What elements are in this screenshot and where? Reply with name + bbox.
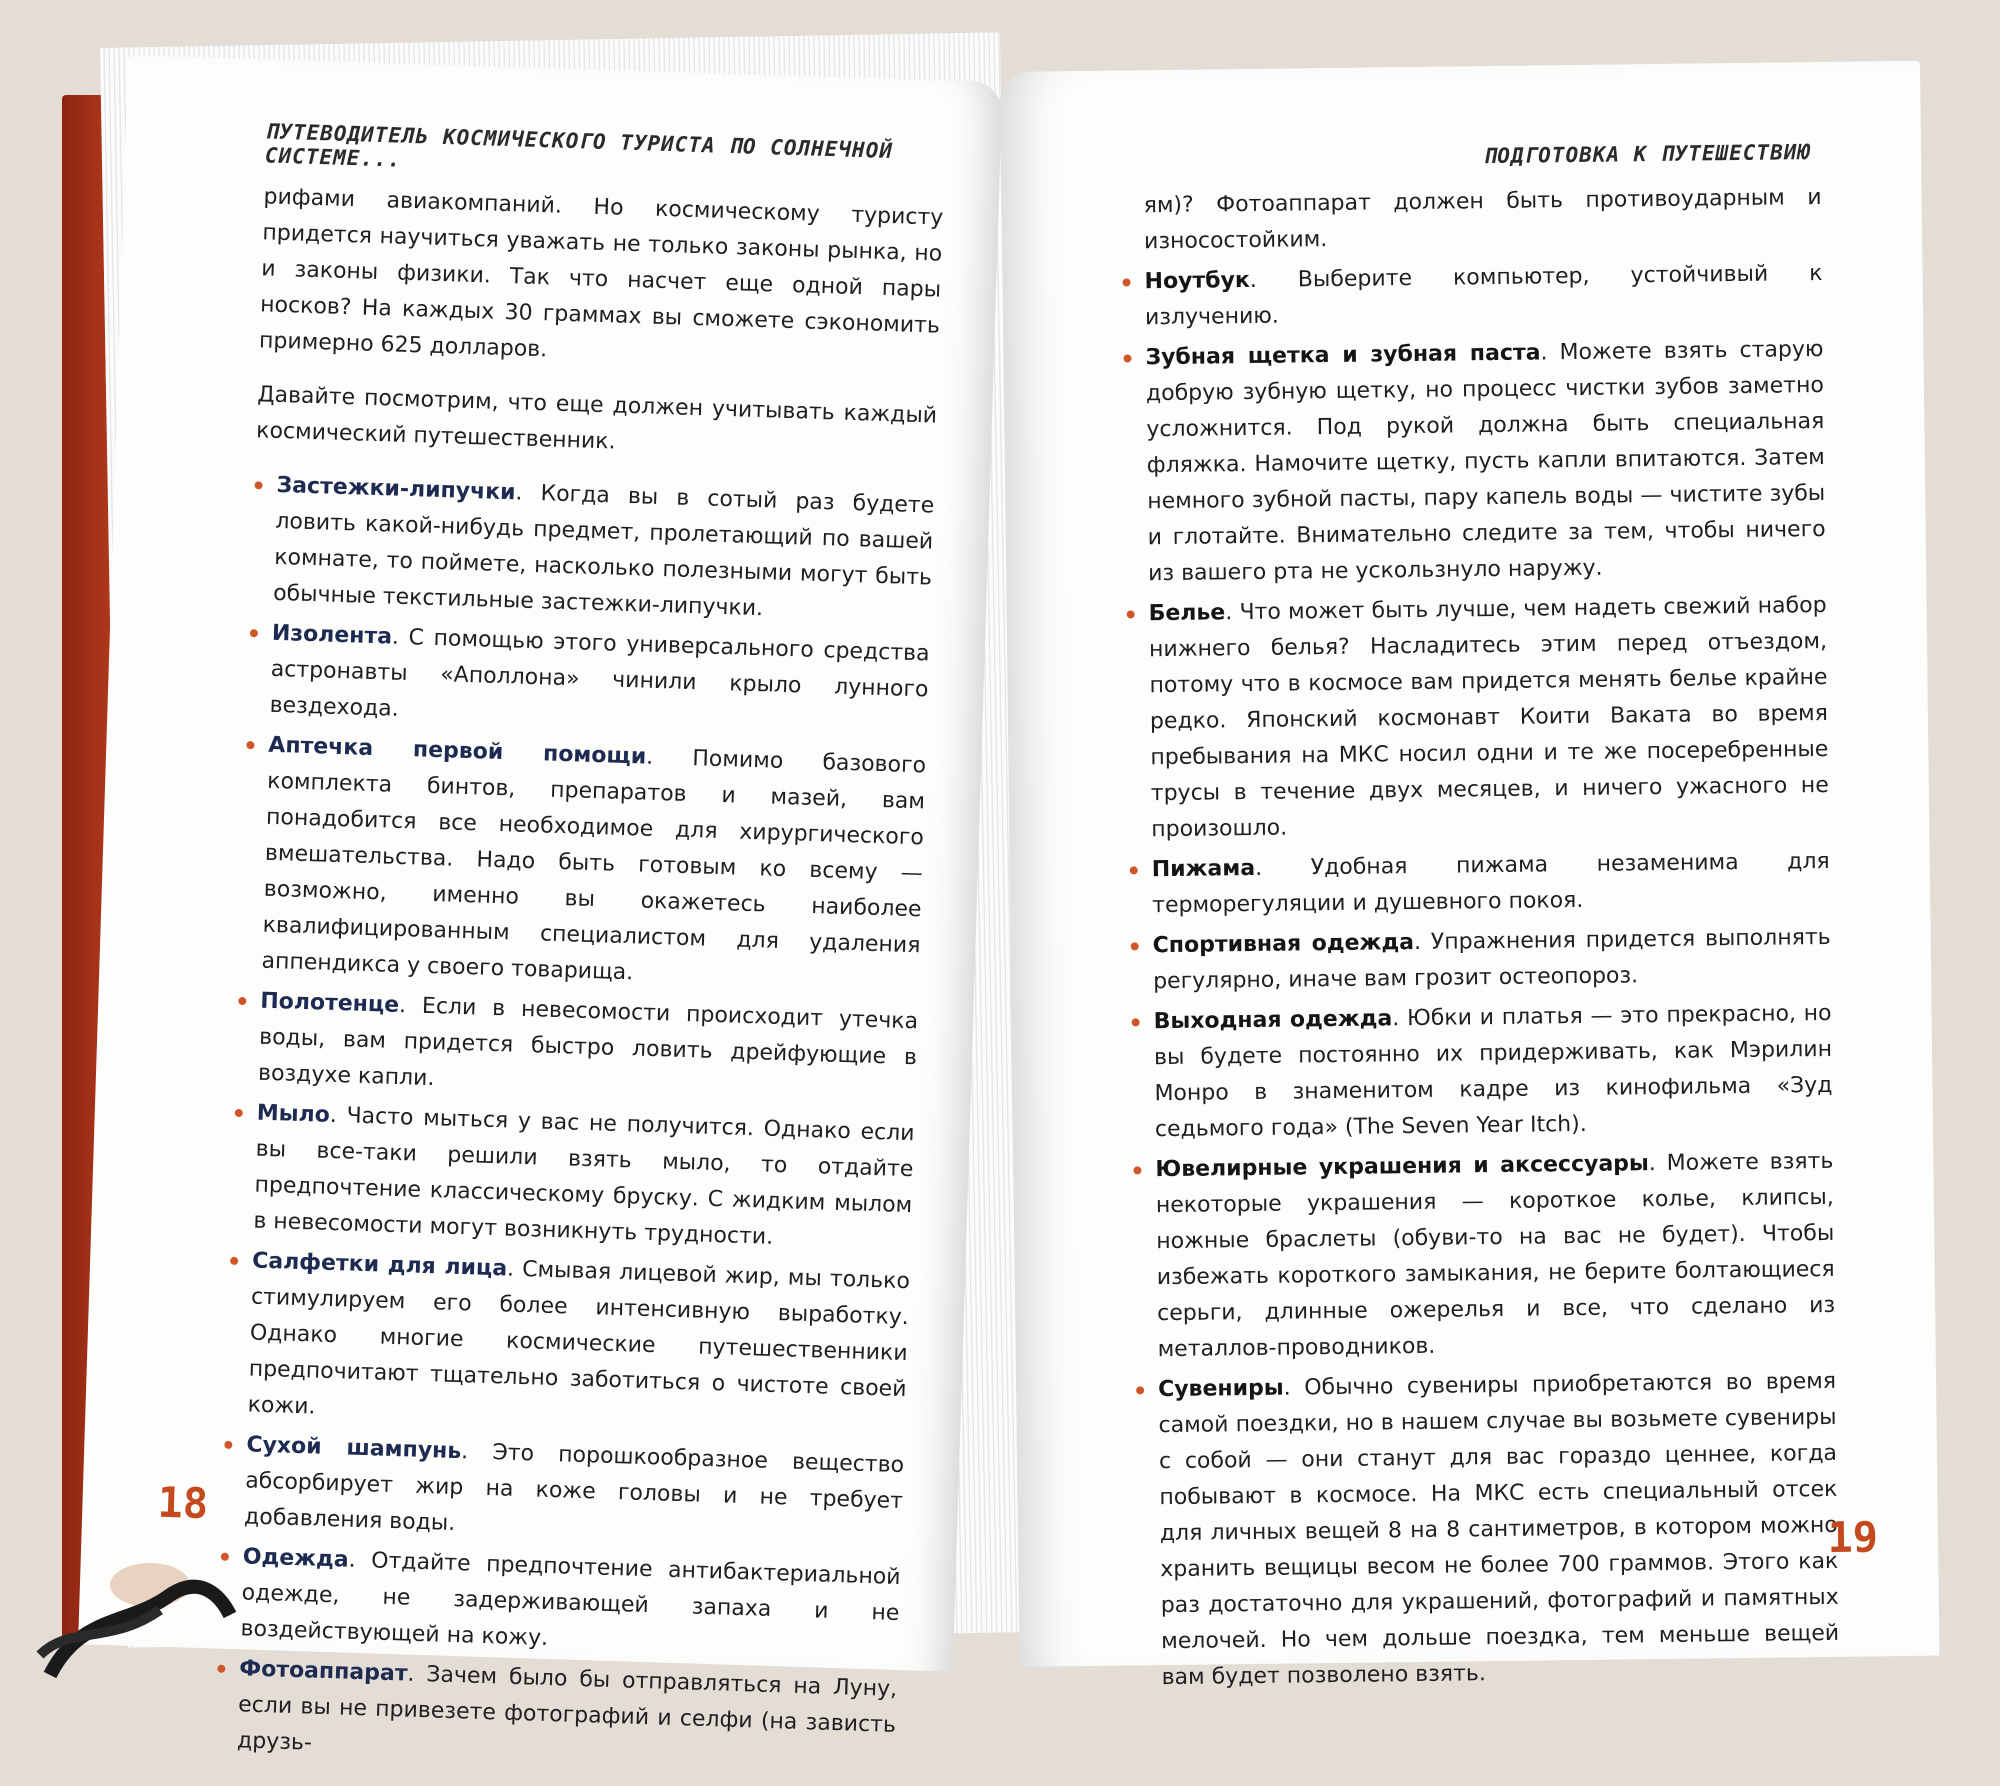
item-text: . Можете взять некоторые украшения — короткое колье, клипсы, ножные браслеты (обуви-то на вас не будет). Чтобы избежать короткого замыкания, не берите болтающиеся серьги, длинные ожерелья и все, что сделано из металлов-проводников. xyxy=(1155,1148,1836,1363)
item-text: . Часто мыться у вас не получится. Однако если вы все-таки решили взять мыло, то отдайте предпочтение классическому бруску. С жидким мылом в невесомости могут возникнуть трудности. xyxy=(253,1102,915,1250)
list-item xyxy=(1130,920,1831,1001)
item-term: Ноутбук xyxy=(1144,267,1250,295)
item-text: . Упражнения придется выполнять регулярно, иначе вам грозит остеопороз. xyxy=(1152,924,1831,995)
intro-paragraph: рифами авиакомпаний. Но космическому туристу придется научиться уважать не только законы рынка, но и законы физики. Так что насчет еще одной пары носков? На каждых 30 граммах вы сможете сэкономить примерно 625 долларов. xyxy=(258,184,944,363)
item-term: Салфетки для лица xyxy=(251,1248,508,1282)
list-item xyxy=(247,615,930,744)
item-text: . Обычно сувениры приобретаются во время самой поездки, но в нашем случае вы возьмете сувениры с собой — они станут для вас гораздо ценнее, когда побывают в космосе. На МКС есть специальный отсек для личных вещей 8 на 8 сантиметров, в котором можно хранить вещицы весом не более 700 граммов. Этого как раз достаточно для украшений, фотографий и памятных мелочей. Но чем дольше поездка, тем меньше вещей вам будет позволено взять. xyxy=(1158,1368,1840,1691)
item-term: Изолента xyxy=(271,620,393,650)
bullet-icon xyxy=(238,997,246,1005)
item-text: . Если в невесомости происходит утечка воды, вам придется быстро ловить дрейфующие в воздухе капли. xyxy=(257,992,919,1092)
list-item xyxy=(239,727,927,1000)
item-term: Застежки-липучки xyxy=(276,472,516,506)
item-text: . Удобная пижама незаменима для терморегуляции и душевного покоя. xyxy=(1152,848,1830,919)
item-term: Спортивная одежда xyxy=(1152,930,1415,959)
left-item-list xyxy=(215,467,935,1780)
bullet-icon xyxy=(1123,354,1131,362)
bullet-icon xyxy=(224,1441,232,1449)
list-item xyxy=(231,1095,915,1260)
bullet-icon xyxy=(1123,278,1131,286)
bullet-icon xyxy=(1133,1166,1141,1174)
item-term: Выходная одежда xyxy=(1153,1006,1393,1035)
list-item xyxy=(1122,256,1823,337)
bullet-icon xyxy=(1131,942,1139,950)
item-text: . Когда вы в сотый раз будете ловить какой-нибудь предмет, пролетающий по вашей комнате, то поймете, насколько полезными могут быть обычные текстильные застежки-липучки. xyxy=(272,480,935,622)
left-running-head: ПУТЕВОДИТЕЛЬ КОСМИЧЕСКОГО ТУРИСТА ПО СОЛНЕЧНОЙ СИСТЕМЕ... xyxy=(264,119,894,172)
bullet-icon xyxy=(1127,610,1135,618)
item-text: . Можете взять старую добрую зубную щетку, но процесс чистки зубов заметно усложнится. Под рукой должна быть специальная фляжка. Намочите щетку, пусть капли впитаются. Затем немного зубной пасты, пару капель воды — чистите зубы и глотайте. Внимательно следите за тем, чтобы ничего из вашего рта не ускользнуло наружу. xyxy=(1145,336,1826,587)
bullet-icon xyxy=(1130,866,1138,874)
right-item-list xyxy=(1122,256,1839,1696)
bullet-icon xyxy=(1136,1386,1144,1394)
list-item xyxy=(1130,844,1831,925)
item-text: . Смывая лицевой жир, мы только стимулируем его более интенсивную выработку. Однако многие космические путешественники предпочитают тщательно заботиться о чистоте своей кожи. xyxy=(247,1256,911,1420)
item-term: Сухой шампунь xyxy=(246,1432,462,1465)
item-term: Фотоаппарат xyxy=(238,1656,408,1687)
item-text: . Помимо базового комплекта бинтов, препаратов и мазей, вам понадобится все необходимое для хирургического вмешательства. Надо быть готовым ко всему — возможно, именно вы окажетесь наиболее квалифицированным специалистом для удаления аппендикса у своего товарища. xyxy=(261,744,927,986)
bookmark-ribbon-icon xyxy=(40,1555,240,1685)
bullet-icon xyxy=(250,629,258,637)
bullet-icon xyxy=(230,1257,238,1265)
list-item xyxy=(251,467,935,632)
list-item xyxy=(218,1539,901,1668)
list-item xyxy=(1126,588,1829,849)
bullet-icon xyxy=(235,1109,243,1117)
list-item xyxy=(225,1243,910,1444)
bullet-icon xyxy=(246,741,254,749)
item-term: Аптечка первой помощи xyxy=(267,732,647,770)
right-page xyxy=(1000,61,1939,1691)
item-term: Белье xyxy=(1148,600,1226,627)
item-term: Сувениры xyxy=(1157,1375,1284,1403)
list-item xyxy=(1136,1364,1840,1697)
lead-paragraph: Давайте посмотрим, что еще должен учитывать каждый космический путешественник. xyxy=(255,382,938,455)
list-item xyxy=(1133,1144,1836,1369)
item-term: Ювелирные украшения и аксессуары xyxy=(1155,1151,1650,1183)
item-text: . Что может быть лучше, чем надеть свежий набор нижнего белья? Насладитесь этим перед отъездом, потому что в космосе вам придется менять белье крайне редко. Японский космонавт Коити Ваката во время пребывания на МКС носил одни и те же посеребренные трусы в течение двух месяцев, и ничего ужасного не произошло. xyxy=(1148,592,1829,843)
item-term: Полотенце xyxy=(259,988,400,1018)
item-text: . Юбки и платья — это прекрасно, но вы будете постоянно их придерживать, как Мэрилин Монро в знаменитом кадре из кинофильма «Зуд седьмого года» (The Seven Year Itch). xyxy=(1153,1000,1833,1143)
list-item xyxy=(222,1427,905,1556)
list-item xyxy=(236,983,919,1112)
right-running-head: ПОДГОТОВКА К ПУТЕШЕСТВИЮ xyxy=(1483,140,1812,169)
right-page-number: 19 xyxy=(1827,1512,1879,1562)
left-body-text xyxy=(214,179,943,1784)
right-body-text xyxy=(1121,180,1839,1700)
item-term: Одежда xyxy=(242,1544,350,1573)
item-text: . Это порошкообразное вещество абсорбирует жир на коже головы и не требует добавления воды. xyxy=(243,1439,905,1536)
left-page xyxy=(78,55,1003,1756)
list-item xyxy=(1123,332,1826,593)
item-text: . Отдайте предпочтение антибактериальной одежде, не задерживающей запаха и не воздействующей на кожу. xyxy=(240,1547,901,1651)
item-term: Мыло xyxy=(256,1100,331,1128)
item-text: . Выберите компьютер, устойчивый к излучению. xyxy=(1144,260,1823,331)
continuation-text: ям)? Фотоаппарат должен быть противоударным и износостойким. xyxy=(1143,184,1822,255)
bullet-icon xyxy=(1132,1018,1140,1026)
item-term: Пижама xyxy=(1151,855,1256,883)
list-item xyxy=(215,1651,898,1780)
item-term: Зубная щетка и зубная паста xyxy=(1145,340,1541,371)
left-page-number: 18 xyxy=(156,1477,209,1529)
bullet-icon xyxy=(254,481,262,489)
item-text: . Зачем было бы отправляться на Луну, если вы не привезете фотографий и селфи (на зависть друзь- xyxy=(236,1661,898,1756)
list-item xyxy=(1131,996,1833,1149)
item-text: . С помощью этого универсального средства астронавты «Аполлона» чинили крыло лунного вездехода. xyxy=(269,624,930,722)
